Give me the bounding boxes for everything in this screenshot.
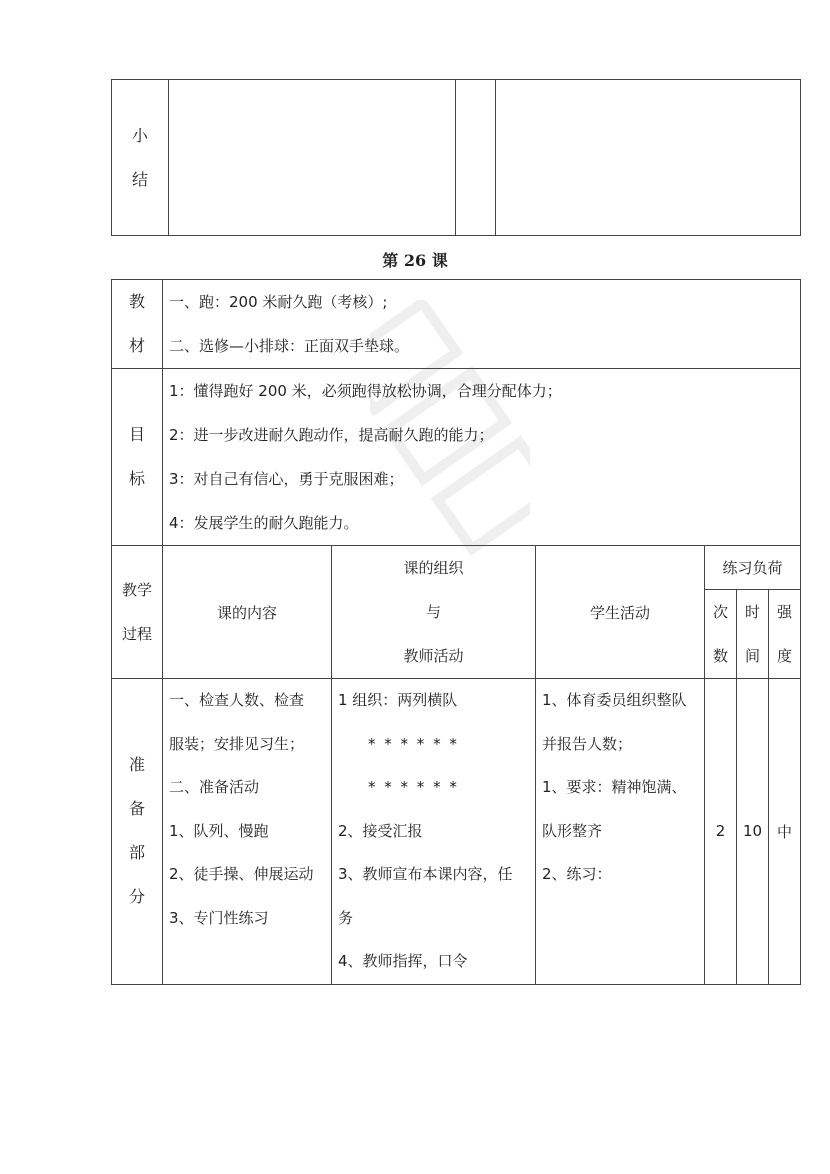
materials-label-char: 材 <box>128 336 145 355</box>
process-header-line: 过程 <box>121 625 152 643</box>
organization-header-line: 与 <box>425 603 441 621</box>
prep-student-line: 1、体育委员组织整队 <box>542 691 687 709</box>
organization-header-line: 教师活动 <box>403 647 464 665</box>
materials-row <box>112 280 801 369</box>
materials-line: 二、选修—小排球：正面双手垫球。 <box>169 337 410 355</box>
materials-line: 一、跑：200 米耐久跑（考核）; <box>169 293 388 311</box>
prep-label-char: 备 <box>128 799 145 819</box>
prep-time: 10 <box>737 679 769 985</box>
time-header-char: 间 <box>744 647 760 665</box>
summary-cell <box>496 80 801 236</box>
objectives-label <box>112 369 163 546</box>
content-header: 课的内容 <box>163 546 332 679</box>
prep-teacher-line: 2、接受汇报 <box>338 821 423 840</box>
time-header <box>737 590 769 679</box>
materials-content <box>163 280 801 369</box>
prep-label-char: 部 <box>128 843 145 863</box>
formation-row: * * * * * * <box>368 734 459 753</box>
summary-label-char: 小 <box>131 125 148 145</box>
summary-cell <box>169 80 456 236</box>
prep-count: 2 <box>705 679 737 985</box>
prep-teacher-line: 务 <box>338 908 354 927</box>
prep-content <box>163 679 332 985</box>
prep-content-line: 1、队列、慢跑 <box>169 821 269 840</box>
count-header <box>705 590 737 679</box>
prep-content-line: 二、准备活动 <box>169 778 260 796</box>
prep-content-line: 3、专门性练习 <box>169 908 269 927</box>
prep-teacher-line: 4、教师指挥，口令 <box>338 952 468 970</box>
student-header: 学生活动 <box>536 546 705 679</box>
prep-student-line: 1、要求：精神饱满、 <box>542 778 687 796</box>
process-header <box>112 546 163 679</box>
prep-teacher-line: 1 组织：两列横队 <box>338 691 458 709</box>
intensity-header <box>769 590 801 679</box>
prep-student-line: 2、练习： <box>542 865 612 883</box>
objective-line: 1：懂得跑好 200 米，必须跑得放松协调，合理分配体力； <box>169 382 562 400</box>
process-header-line: 教学 <box>121 581 152 599</box>
objectives-label-char: 目 <box>128 425 145 444</box>
prep-content-line: 2、徒手操、伸展运动 <box>169 865 314 883</box>
prep-content-line: 服装；安排见习生； <box>169 734 305 753</box>
lesson-title: 第 26 课 <box>382 251 448 270</box>
prep-content-line: 一、检查人数、检查 <box>169 691 305 709</box>
materials-label <box>112 280 163 369</box>
prep-intensity: 中 <box>769 679 801 985</box>
prep-student-line: 并报告人数； <box>542 734 633 753</box>
prep-student-line: 队形整齐 <box>542 821 603 840</box>
summary-table <box>111 79 801 236</box>
prep-teacher-line: 3、教师宣布本课内容，任 <box>338 865 513 883</box>
prep-student <box>536 679 705 985</box>
summary-label <box>112 80 169 236</box>
objective-line: 3：对自己有信心，勇于克服困难； <box>169 470 404 488</box>
objectives-label-char: 标 <box>128 469 145 488</box>
load-header: 练习负荷 <box>705 546 801 590</box>
header-row-1 <box>112 546 801 590</box>
intensity-header-char: 度 <box>777 647 793 665</box>
materials-label-char: 教 <box>128 292 145 311</box>
prep-section-row <box>112 679 801 985</box>
prep-section-label <box>112 679 163 985</box>
objectives-row <box>112 369 801 546</box>
organization-header-line: 课的组织 <box>403 559 464 577</box>
count-header-char: 次 <box>712 603 728 621</box>
formation-row: * * * * * * <box>368 778 459 796</box>
prep-label-char: 准 <box>128 755 145 775</box>
prep-teacher <box>332 679 536 985</box>
objective-line: 4：发展学生的耐久跑能力。 <box>169 514 359 532</box>
time-header-char: 时 <box>744 603 760 621</box>
prep-label-char: 分 <box>128 887 145 907</box>
organization-header <box>332 546 536 679</box>
intensity-header-char: 强 <box>777 603 793 621</box>
objective-line: 2：进一步改进耐久跑动作，提高耐久跑的能力； <box>169 426 494 444</box>
lesson-plan-table <box>111 279 801 985</box>
summary-cell <box>456 80 496 236</box>
objectives-content <box>163 369 801 546</box>
summary-label-char: 结 <box>131 169 148 189</box>
count-header-char: 数 <box>712 647 728 665</box>
